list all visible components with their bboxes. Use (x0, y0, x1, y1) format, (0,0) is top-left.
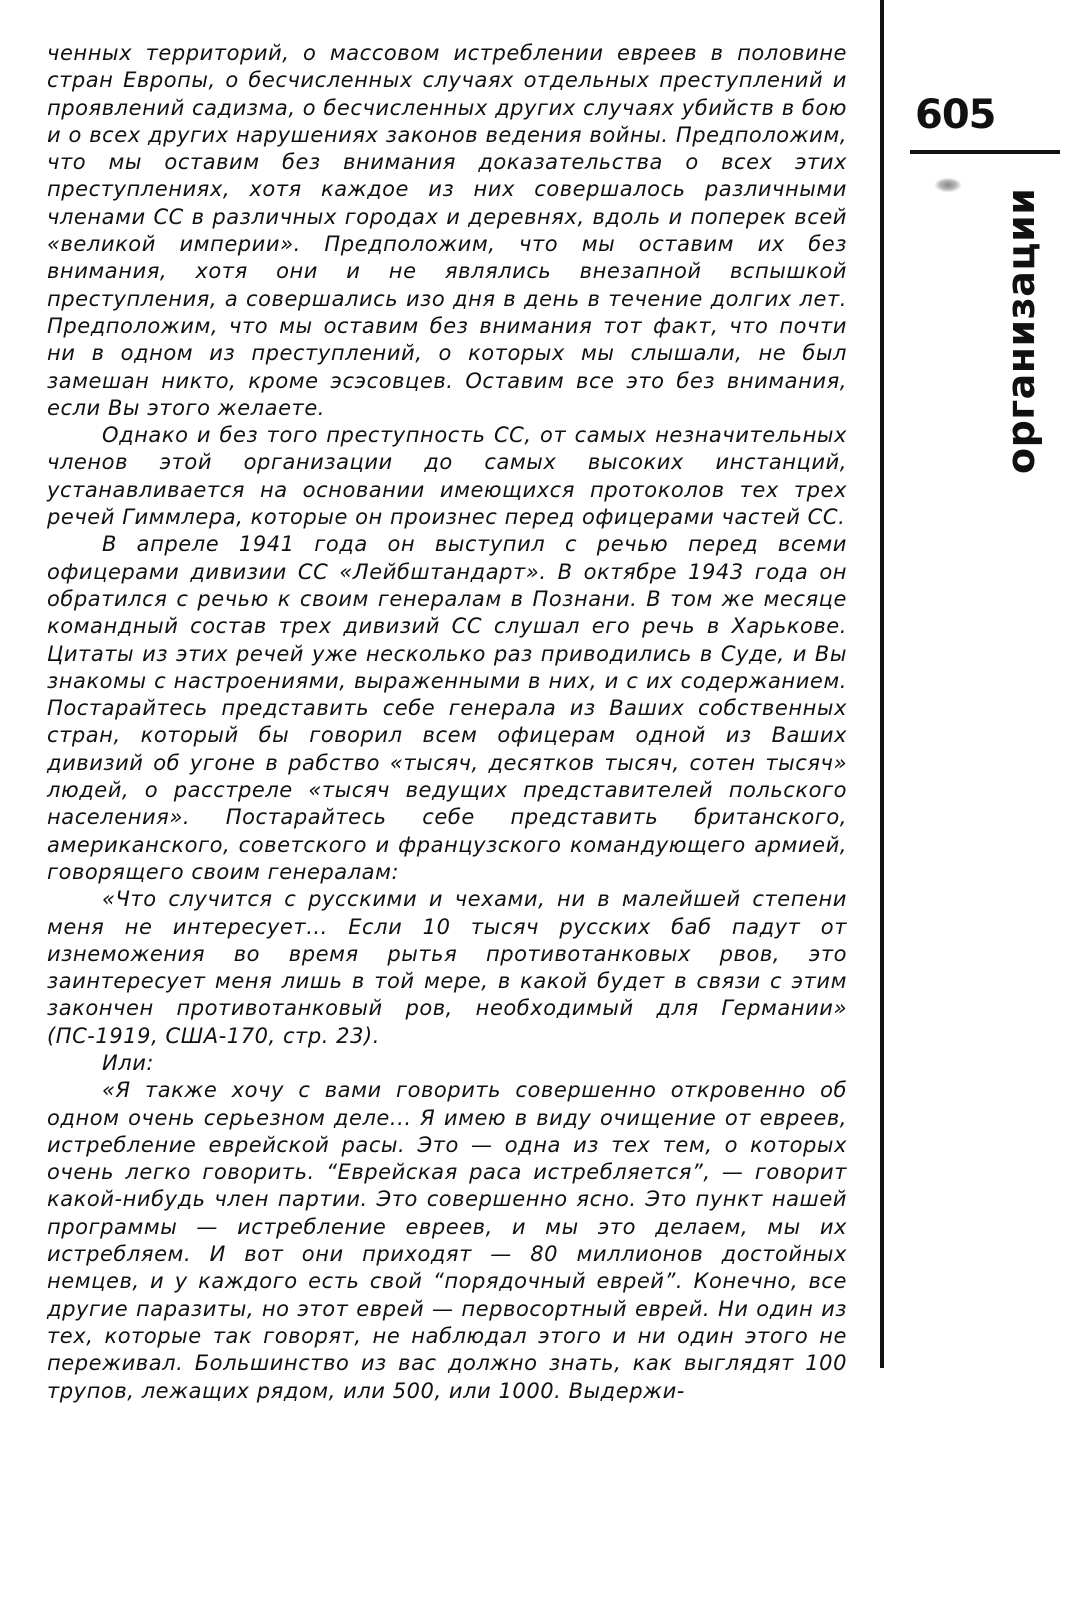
print-smudge (935, 178, 961, 192)
quote-2: «Я также хочу с вами говорить совершенно откровенно об одном очень серьезном деле... Я имею в виду очищение от евреев, истребление еврейской расы. Это — одна из тех тем, о которых очень легко говорить. “Еврейская раса истребляется”, — говорит какой-нибудь член партии. Это совершенно ясно. Это пункт нашей программы — истребление евреев, и мы это делаем, мы их истребляем. И вот они приходят — 80 миллионов достойных немцев, и у каждого есть свой “порядочный еврей”. Конечно, все другие паразиты, но этот еврей — первосортный еврей. Ни один из тех, которые так говорят, не наблюдал этого и ни один этого не переживал. Большинство из вас должно знать, как выглядят 100 трупов, лежащих рядом, или 500, или 1000. Выдержи- (47, 1078, 847, 1403)
page-number: 605 (915, 92, 996, 138)
paragraph-2: Однако и без того преступность СС, от самых незначительных членов этой организации до самых высоких инстанций, устанавливается на основании имеющихся протоколов тех трех речей Гиммлера, которые он произнес перед офицерами частей СС. (47, 423, 847, 530)
body-text (47, 40, 847, 1405)
paragraph-3: В апреле 1941 года он выступил с речью перед всеми офицерами дивизии СС «Лейбштандарт». В октябре 1943 года он обратился с речью к своим генералам в Познани. В том же месяце командный состав трех дивизий СС слушал его речь в Харькове. Цитаты из этих речей уже несколько раз приводились в Суде, и Вы знакомы с настроениями, выраженными в них, и с их содержанием. Постарайтесь представить себе генерала из Ваших собственных стран, который бы говорил всем офицерам одной из Ваших дивизий об угоне в рабство «тысяч, десятков тысяч, сотен тысяч» людей, о расстреле «тысяч ведущих представителей польского населения». Постарайтесь себе представить британского, американского, советского и французского командующего армией, говорящего своим генералам: (47, 532, 847, 884)
header-horizontal-rule (910, 150, 1060, 154)
paragraph-1: ченных территорий, о массовом истреблении евреев в половине стран Европы, о бесчисленных случаях отдельных преступлений и проявлений садизма, о бесчисленных других случаях убийств в бою и о всех других нарушениях законов ведения войны. Предположим, что мы оставим без внимания доказательства о всех этих преступлениях, хотя каждое из них совершалось различными членами СС в различных городах и деревнях, вдоль и поперек всей «великой империи». Предположим, что мы оставим их без внимания, хотя они и не являлись внезапной вспышкой преступления, а совершались изо дня в день в течение долгих лет. Предположим, что мы оставим без внимания тот факт, что почти ни в одном из преступлений, о которых мы слышали, не был замешан никто, кроме эсэсовцев. Оставим все это без внимания, если Вы этого желаете. (47, 41, 847, 420)
quote-1: «Что случится с русскими и чехами, ни в малейшей степени меня не интересует... Если 10 тысяч русских баб падут от изнеможения во время рытья противотанковых рвов, это заинтересует меня лишь в той мере, в какой будет в связи с этим закончен противотанковый ров, необходимый для Германии» (ПС-1919, США-170, стр. 23). (47, 887, 847, 1048)
running-section-title: организации (999, 187, 1043, 474)
paragraph-or: Или: (102, 1050, 155, 1075)
margin-vertical-rule (880, 0, 884, 1368)
